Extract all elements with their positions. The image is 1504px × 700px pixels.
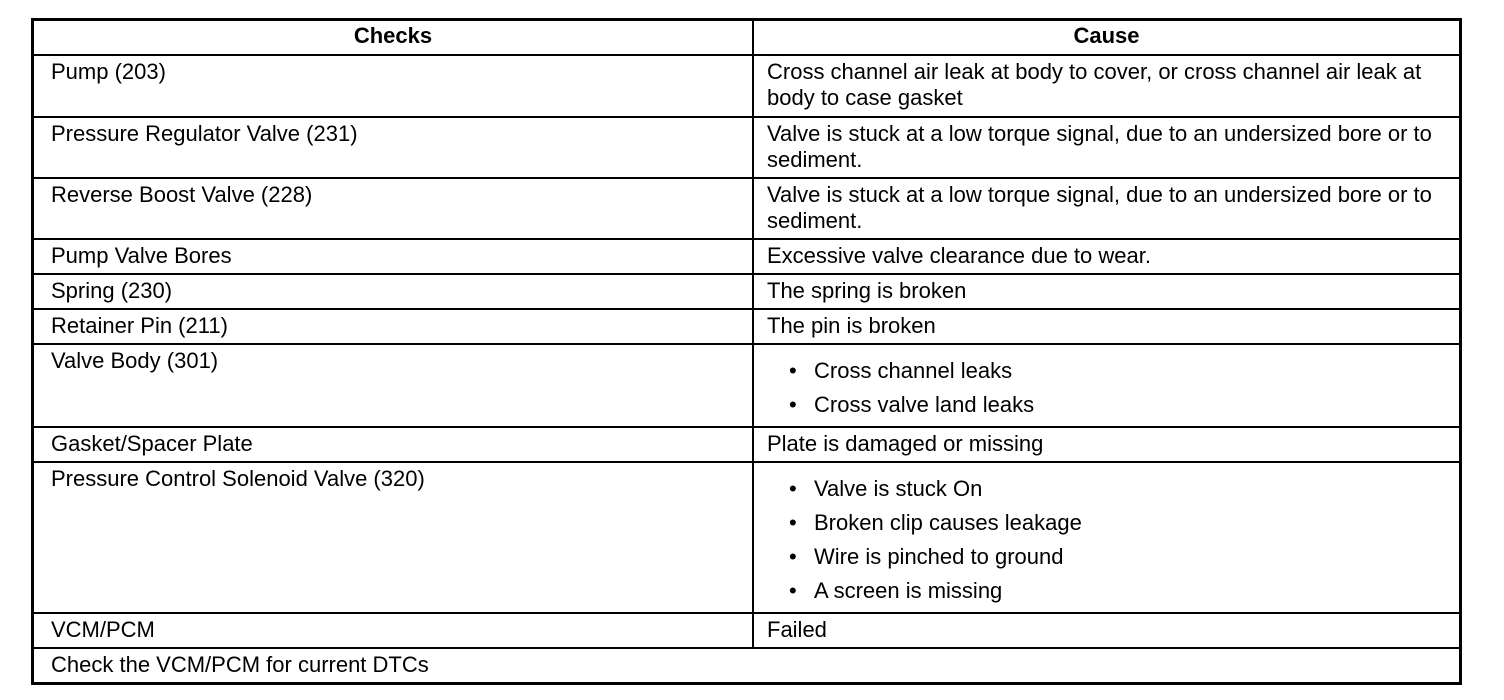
- bullet-icon: •: [789, 476, 797, 501]
- footer-note: Check the VCM/PCM for current DTCs: [34, 648, 1459, 682]
- cause-cell: Excessive valve clearance due to wear.: [753, 239, 1459, 274]
- cause-cell: Valve is stuck at a low torque signal, due to an undersized bore or to sediment.: [753, 178, 1459, 239]
- cause-cell: Failed: [753, 613, 1459, 648]
- cause-cell: The pin is broken: [753, 309, 1459, 344]
- table-row: [34, 427, 1459, 462]
- bullet-icon: •: [789, 544, 797, 569]
- cause-cell: [753, 462, 1459, 613]
- cause-cell: Valve is stuck at a low torque signal, due to an undersized bore or to sediment.: [753, 117, 1459, 178]
- check-cell: Reverse Boost Valve (228): [34, 178, 753, 239]
- bullet-icon: •: [789, 358, 797, 383]
- table-row: [34, 613, 1459, 648]
- check-cell: Valve Body (301): [34, 344, 753, 427]
- bullet-text: Wire is pinched to ground: [814, 544, 1064, 569]
- table-row: [34, 178, 1459, 239]
- check-cell: Pump Valve Bores: [34, 239, 753, 274]
- cause-bullet-item: [789, 540, 1445, 574]
- cause-cell: Cross channel air leak at body to cover, or cross channel air leak at body to case gasket: [753, 55, 1459, 117]
- cause-bullet-item: [789, 388, 1445, 422]
- check-cell: Spring (230): [34, 274, 753, 309]
- table-row: [34, 55, 1459, 117]
- check-cell: Pressure Regulator Valve (231): [34, 117, 753, 178]
- checks-cause-table: [34, 21, 1459, 682]
- cause-column-header: Cause: [753, 21, 1459, 55]
- check-cell: VCM/PCM: [34, 613, 753, 648]
- bullet-icon: •: [789, 510, 797, 535]
- table-row: [34, 462, 1459, 613]
- table-header-row: [34, 21, 1459, 55]
- table-row: [34, 344, 1459, 427]
- table-row: [34, 239, 1459, 274]
- check-cell: Pressure Control Solenoid Valve (320): [34, 462, 753, 613]
- bullet-text: Broken clip causes leakage: [814, 510, 1082, 535]
- bullet-text: A screen is missing: [814, 578, 1003, 603]
- cause-cell: [753, 344, 1459, 427]
- bullet-icon: •: [789, 578, 797, 603]
- bullet-text: Cross valve land leaks: [814, 392, 1035, 417]
- cause-bullet-list: [767, 348, 1445, 422]
- footer-note-row: [34, 648, 1459, 682]
- bullet-text: Cross channel leaks: [814, 358, 1013, 383]
- check-cell: Pump (203): [34, 55, 753, 117]
- cause-bullet-item: [789, 354, 1445, 388]
- check-cell: Retainer Pin (211): [34, 309, 753, 344]
- checks-column-header: Checks: [34, 21, 753, 55]
- diagnostic-table-document: [31, 18, 1462, 685]
- cause-bullet-item: [789, 472, 1445, 506]
- cause-cell: The spring is broken: [753, 274, 1459, 309]
- table-row: [34, 309, 1459, 344]
- bullet-icon: •: [789, 392, 797, 417]
- cause-bullet-item: [789, 506, 1445, 540]
- cause-bullet-list: [767, 466, 1445, 608]
- check-cell: Gasket/Spacer Plate: [34, 427, 753, 462]
- cause-bullet-item: [789, 574, 1445, 608]
- cause-cell: Plate is damaged or missing: [753, 427, 1459, 462]
- table-row: [34, 117, 1459, 178]
- bullet-text: Valve is stuck On: [814, 476, 983, 501]
- table-row: [34, 274, 1459, 309]
